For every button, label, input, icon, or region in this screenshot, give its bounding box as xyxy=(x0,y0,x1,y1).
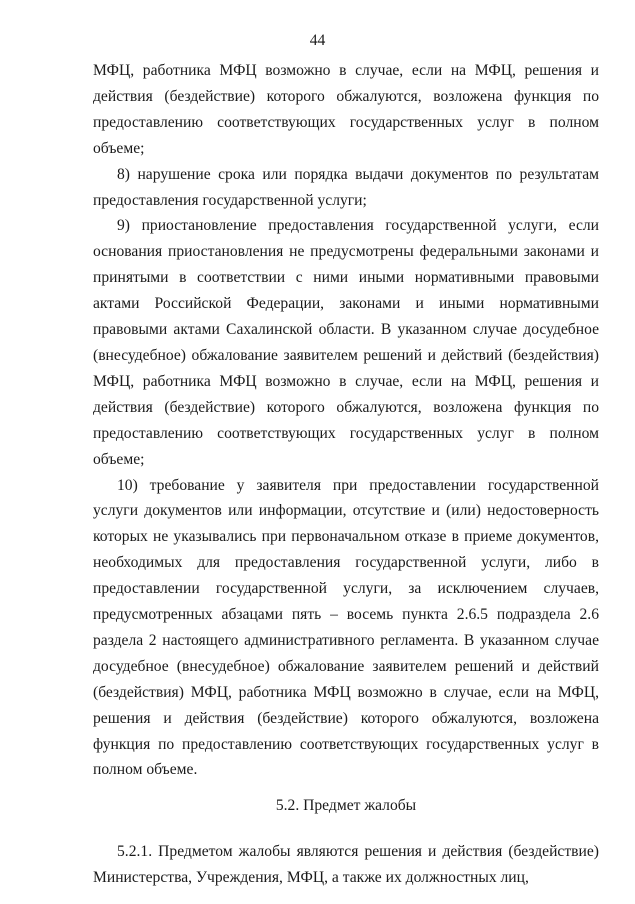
paragraph-item-9: 9) приостановление предоставления государственной услуги, если основания приостановления не предусмотрены федеральными законами и принятыми в соответствии с ними иными нормативными правовыми актами Российской Федерации, законами и иными нормативными правовыми актами Сахалинской области. В указанном случае досудебное (внесудебное) обжалование заявителем решений и действий (бездействия) МФЦ, работника МФЦ возможно в случае, если на МФЦ, решения и действия (бездействие) которого обжалуются, возложена функция по предоставлению соответствующих государственных услуг в полном объеме; xyxy=(93,217,599,468)
paragraph-continuation: МФЦ, работника МФЦ возможно в случае, если на МФЦ, решения и действия (бездействие) которого обжалуются, возложена функция по предоставлению соответствующих государственных услуг в полном объеме; xyxy=(93,62,599,157)
section-heading: 5.2. Предмет жалобы xyxy=(275,797,417,815)
paragraph-item-10: 10) требование у заявителя при предоставлении государственной услуги документов или информации, отсутствие и (или) недостоверность которых не указывались при первоначальном отказе в приеме документов, необходимых для предоставления государственной услуги, либо в предоставлении государственной услуги, за исключением случаев, предусмотренных абзацами пять – восемь пункта 2.6.5 подраздела 2.6 раздела 2 настоящего административного регламента. В указанном случае досудебное (внесудебное) обжалование заявителем решений и действий (бездействия) МФЦ, работника МФЦ возможно в случае, если на МФЦ, решения и действия (бездействие) которого обжалуются, возложена функция по предоставлению соответствующих государственных услуг в полном объеме. xyxy=(93,476,599,779)
page-number: 44 xyxy=(309,32,326,49)
paragraph-item-8: 8) нарушение срока или порядка выдачи документов по результатам предоставления государственной услуги; xyxy=(93,165,599,209)
document-body xyxy=(93,58,599,891)
paragraph-5-2-1: 5.2.1. Предметом жалобы являются решения и действия (бездействие) Министерства, Учреждения, МФЦ, а также их должностных лиц, xyxy=(93,843,599,887)
